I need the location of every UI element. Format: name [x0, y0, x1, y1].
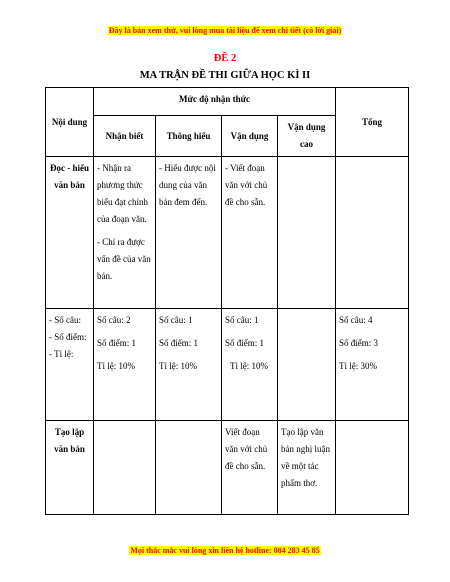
stats-label-ratio: - Tỉ lệ: [49, 349, 74, 359]
cell-reading-apply: - Viết đoạn văn với chủ đề cho sẵn. [222, 157, 278, 309]
row-label-reading: Đọc - hiểu văn bản [46, 157, 94, 309]
cell-reading-apply-high [278, 157, 336, 309]
header-apply: Vận dụng [222, 116, 278, 157]
cell-stats-recognize [94, 309, 156, 421]
document-title: MA TRẬN ĐỀ THI GIỮA HỌC KÌ II [139, 70, 311, 81]
table-row [46, 157, 409, 309]
stat-value: Số câu: 4 [339, 315, 373, 325]
cell-stats-understand [156, 309, 222, 421]
stat-value: Tỉ lệ: 10% [97, 361, 135, 371]
header-understand: Thông hiểu [156, 116, 222, 157]
cell-reading-total [336, 157, 409, 309]
hotline-banner-text: Mọi thắc mắc vui lòng xin liên hệ hotline: 084 283 45 85 [130, 546, 320, 555]
cell-stats-total [336, 309, 409, 421]
cell-writing-total [336, 421, 409, 515]
hotline-banner [0, 546, 450, 555]
cell-writing-apply: Viết đoạn văn với chủ đề cho sẵn. [222, 421, 278, 515]
table-row [46, 309, 409, 421]
stat-value: Số điểm: 1 [225, 338, 265, 348]
cell-reading-recognize [94, 157, 156, 309]
cell-writing-apply-high: Tạo lập văn bản nghị luận về một tác phẩm thơ. [278, 421, 336, 515]
exam-label: ĐỀ 2 [213, 53, 237, 64]
stat-value: Số điểm: 1 [97, 338, 137, 348]
header-apply-high: Vận dụng cao [278, 116, 336, 157]
cell-writing-understand [156, 421, 222, 515]
stats-label-points: - Số điểm: [49, 332, 87, 342]
reading-recognize-1: - Nhận ra phương thức biểu đạt chính của đoạn văn. [97, 163, 148, 224]
preview-banner-text: Đây là bản xem thử, vui lòng mua tài liệu để xem chi tiết (có lời giải) [108, 26, 342, 35]
preview-banner [0, 26, 450, 35]
reading-recognize-2: - Chỉ ra được vấn đề của văn bản. [97, 237, 151, 281]
stat-value: Số điểm: 3 [339, 338, 379, 348]
cell-stats-apply-high [278, 309, 336, 421]
table-header-row [46, 88, 409, 116]
stat-value: Số điểm: 1 [159, 338, 199, 348]
stat-value: Tỉ lệ: 10% [230, 361, 268, 371]
cell-writing-recognize [94, 421, 156, 515]
cell-reading-understand: - Hiểu được nội dung của văn bản đem đến. [156, 157, 222, 309]
cell-stats-apply [222, 309, 278, 421]
row-label-writing: Tạo lập văn bản [46, 421, 94, 515]
stat-value: Số câu: 1 [225, 315, 259, 325]
header-level-group: Mức độ nhận thức [94, 88, 336, 116]
stat-value: Số câu: 1 [159, 315, 193, 325]
exam-matrix-table [45, 87, 409, 515]
header-total: Tổng [336, 88, 409, 157]
header-recognize: Nhận biết [94, 116, 156, 157]
stat-value: Số câu: 2 [97, 315, 131, 325]
stats-label-questions: - Số câu: [49, 315, 81, 325]
stat-value: Tỉ lệ: 30% [339, 361, 377, 371]
stat-value: Tỉ lệ: 10% [159, 361, 197, 371]
row-label-stats [46, 309, 94, 421]
header-content: Nội dung [46, 88, 94, 157]
table-row [46, 421, 409, 515]
